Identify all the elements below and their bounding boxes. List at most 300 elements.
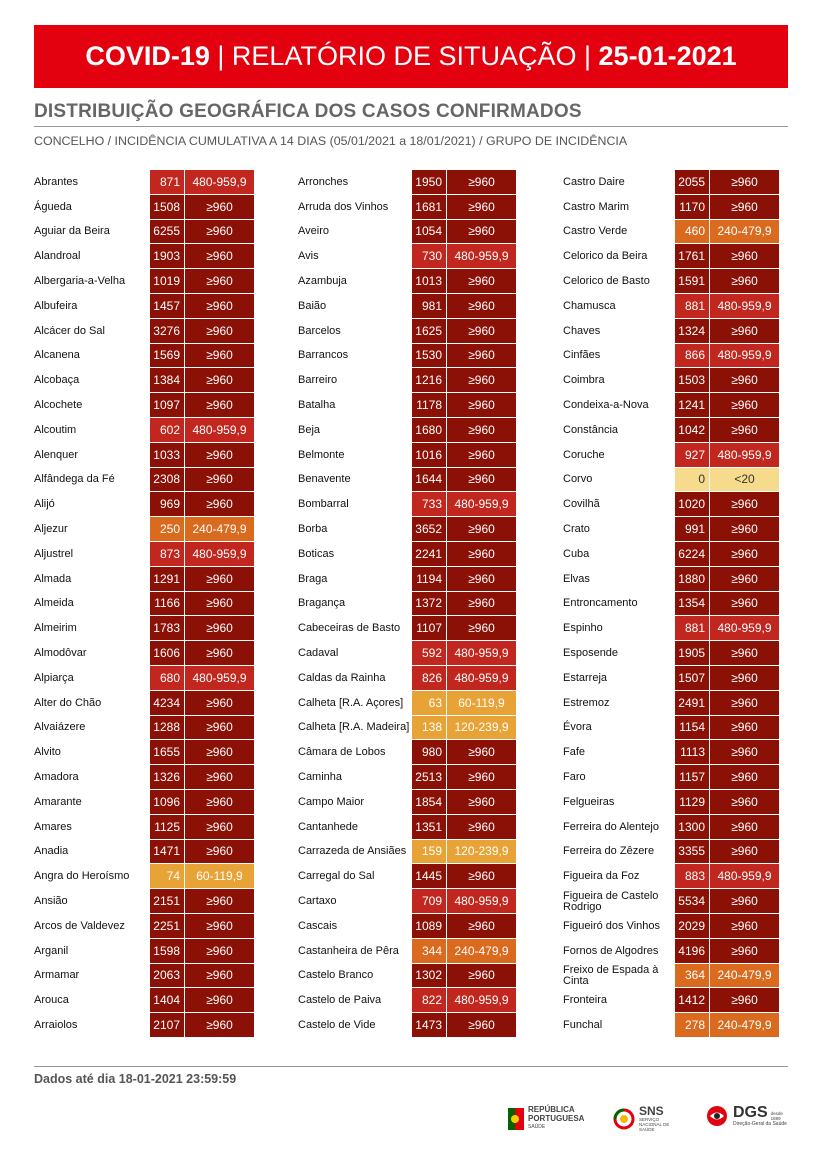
municipality-name: Barrancos	[298, 349, 349, 362]
incidence-group: 480-959,9	[185, 170, 254, 195]
incidence-group: ≥960	[710, 269, 779, 294]
municipality-row	[298, 418, 516, 443]
municipality-row	[34, 592, 254, 617]
incidence-value: 1013	[412, 269, 447, 294]
municipality-row	[298, 790, 516, 815]
incidence-group: 240-479,9	[710, 220, 779, 245]
incidence-value: 1880	[675, 567, 710, 592]
incidence-value: 2491	[675, 691, 710, 716]
municipality-row	[563, 319, 779, 344]
municipality-name: Caldas da Rainha	[298, 671, 386, 684]
municipality-name: Castelo Branco	[298, 969, 374, 982]
incidence-value: 1154	[675, 716, 710, 741]
municipality-row	[563, 368, 779, 393]
incidence-group: ≥960	[710, 368, 779, 393]
municipality-name: Arouca	[34, 994, 69, 1007]
municipality-row	[34, 616, 254, 641]
municipality-name: Covilhã	[563, 498, 600, 511]
incidence-value: 826	[412, 666, 447, 691]
municipality-name: Barreiro	[298, 374, 338, 387]
incidence-value: 1591	[675, 269, 710, 294]
municipality-name: Calheta [R.A. Açores]	[298, 696, 404, 709]
incidence-group: ≥960	[447, 592, 516, 617]
municipality-row	[298, 666, 516, 691]
incidence-group: ≥960	[447, 468, 516, 493]
municipality-row	[298, 492, 516, 517]
incidence-value: 460	[675, 220, 710, 245]
incidence-group: ≥960	[185, 765, 254, 790]
incidence-value: 2055	[675, 170, 710, 195]
incidence-group: ≥960	[185, 616, 254, 641]
incidence-group: 240-479,9	[710, 964, 779, 989]
municipality-row	[34, 641, 254, 666]
municipality-name: Alvaiázere	[34, 721, 86, 734]
municipality-row	[298, 517, 516, 542]
incidence-value: 1503	[675, 368, 710, 393]
municipality-row	[298, 616, 516, 641]
municipality-row	[298, 443, 516, 468]
republica-line-1: REPÚBLICA	[528, 1105, 575, 1114]
incidence-value: 278	[675, 1013, 710, 1038]
incidence-value: 1903	[150, 244, 185, 269]
municipality-row	[563, 468, 779, 493]
municipality-name: Aljezur	[34, 523, 68, 536]
incidence-group: ≥960	[185, 567, 254, 592]
municipality-row	[563, 244, 779, 269]
municipality-row	[298, 344, 516, 369]
municipality-row	[563, 517, 779, 542]
municipality-row	[34, 468, 254, 493]
incidence-group: ≥960	[447, 269, 516, 294]
municipality-row	[563, 542, 779, 567]
municipality-column-3	[563, 170, 779, 1038]
incidence-value: 871	[150, 170, 185, 195]
municipality-name: Albufeira	[34, 299, 78, 312]
municipality-name: Cascais	[298, 919, 338, 932]
incidence-value: 1412	[675, 988, 710, 1013]
municipality-name: Aguiar da Beira	[34, 225, 110, 238]
municipality-name: Avis	[298, 250, 319, 263]
municipality-name: Arruda dos Vinhos	[298, 200, 389, 213]
municipality-name: Arcos de Valdevez	[34, 919, 125, 932]
incidence-group: ≥960	[710, 592, 779, 617]
municipality-name: Calheta [R.A. Madeira]	[298, 721, 410, 734]
municipality-name: Almada	[34, 572, 72, 585]
incidence-value: 1096	[150, 790, 185, 815]
incidence-group: ≥960	[185, 939, 254, 964]
incidence-value: 2241	[412, 542, 447, 567]
municipality-name: Figueira da Foz	[563, 870, 640, 883]
municipality-name: Celorico da Beira	[563, 250, 648, 263]
municipality-row	[563, 840, 779, 865]
incidence-value: 1761	[675, 244, 710, 269]
dgs-sub: Direção-Geral da Saúde	[733, 1121, 787, 1127]
municipality-name: Évora	[563, 721, 592, 734]
incidence-group: ≥960	[710, 244, 779, 269]
incidence-value: 1194	[412, 567, 447, 592]
municipality-row	[563, 765, 779, 790]
incidence-value: 1166	[150, 592, 185, 617]
municipality-name: Batalha	[298, 399, 336, 412]
incidence-value: 1178	[412, 393, 447, 418]
incidence-group: ≥960	[710, 393, 779, 418]
incidence-value: 981	[412, 294, 447, 319]
municipality-name: Arganil	[34, 944, 69, 957]
municipality-name: Espinho	[563, 622, 603, 635]
incidence-group: 480-959,9	[185, 542, 254, 567]
incidence-group: ≥960	[185, 468, 254, 493]
incidence-group: ≥960	[447, 294, 516, 319]
incidence-value: 1216	[412, 368, 447, 393]
municipality-name: Chaves	[563, 324, 601, 337]
incidence-group: ≥960	[447, 790, 516, 815]
dgs-since: desde 1899	[770, 1111, 783, 1121]
incidence-value: 1598	[150, 939, 185, 964]
incidence-value: 1680	[412, 418, 447, 443]
incidence-group: ≥960	[447, 418, 516, 443]
incidence-value: 927	[675, 443, 710, 468]
incidence-group: ≥960	[185, 269, 254, 294]
municipality-row	[298, 914, 516, 939]
incidence-value: 1457	[150, 294, 185, 319]
incidence-group: ≥960	[447, 319, 516, 344]
incidence-group: ≥960	[710, 939, 779, 964]
municipality-row	[34, 939, 254, 964]
incidence-group: 240-479,9	[447, 939, 516, 964]
sns-emblem-icon	[613, 1108, 635, 1130]
municipality-row	[298, 815, 516, 840]
incidence-value: 1569	[150, 344, 185, 369]
municipality-row	[563, 269, 779, 294]
section-subtitle: DISTRIBUIÇÃO GEOGRÁFICA DOS CASOS CONFIRMADOS	[34, 101, 788, 127]
incidence-value: 159	[412, 840, 447, 865]
municipality-row	[34, 220, 254, 245]
municipality-name: Cadaval	[298, 647, 339, 660]
incidence-group: ≥960	[710, 195, 779, 220]
municipality-row	[298, 393, 516, 418]
municipality-name: Abrantes	[34, 175, 79, 188]
incidence-value: 1054	[412, 220, 447, 245]
municipality-row	[563, 889, 779, 914]
municipality-name: Alcanena	[34, 349, 80, 362]
incidence-value: 980	[412, 740, 447, 765]
dgs-emblem-icon	[706, 1105, 730, 1127]
table-caption: CONCELHO / INCIDÊNCIA CUMULATIVA A 14 DIAS (05/01/2021 a 18/01/2021) / GRUPO DE INCIDÊNCIA	[34, 134, 628, 148]
incidence-group: ≥960	[185, 220, 254, 245]
incidence-group: 480-959,9	[447, 641, 516, 666]
municipality-name: Alvito	[34, 746, 61, 759]
municipality-row	[34, 716, 254, 741]
incidence-group: ≥960	[185, 443, 254, 468]
incidence-group: ≥960	[447, 1013, 516, 1038]
municipality-column-1	[34, 170, 254, 1038]
municipality-row	[298, 740, 516, 765]
incidence-group: ≥960	[185, 790, 254, 815]
municipality-row	[298, 964, 516, 989]
municipality-name: Castelo de Vide	[298, 1018, 376, 1031]
municipality-row	[34, 1013, 254, 1038]
municipality-row	[298, 889, 516, 914]
incidence-group: ≥960	[710, 988, 779, 1013]
incidence-group: ≥960	[185, 740, 254, 765]
incidence-group: ≥960	[710, 740, 779, 765]
incidence-group: ≥960	[447, 517, 516, 542]
incidence-value: 1157	[675, 765, 710, 790]
incidence-value: 1291	[150, 567, 185, 592]
incidence-value: 709	[412, 889, 447, 914]
incidence-group: 480-959,9	[710, 443, 779, 468]
municipality-row	[563, 220, 779, 245]
incidence-value: 344	[412, 939, 447, 964]
incidence-value: 4234	[150, 691, 185, 716]
incidence-value: 592	[412, 641, 447, 666]
municipality-row	[298, 1013, 516, 1038]
incidence-group: ≥960	[185, 592, 254, 617]
municipality-name: Elvas	[563, 572, 590, 585]
municipality-column-2	[298, 170, 516, 1038]
municipality-name: Estremoz	[563, 696, 610, 709]
municipality-row	[298, 244, 516, 269]
municipality-row	[298, 765, 516, 790]
municipality-name: Caminha	[298, 771, 343, 784]
municipality-name: Castro Marim	[563, 200, 630, 213]
municipality-row	[563, 592, 779, 617]
municipality-name: Entroncamento	[563, 597, 638, 610]
incidence-group: 240-479,9	[185, 517, 254, 542]
incidence-group: ≥960	[447, 567, 516, 592]
incidence-value: 1854	[412, 790, 447, 815]
municipality-name: Alcochete	[34, 399, 83, 412]
municipality-name: Corvo	[563, 473, 593, 486]
incidence-value: 866	[675, 344, 710, 369]
banner-title-covid: COVID-19	[85, 41, 210, 71]
incidence-group: ≥960	[185, 716, 254, 741]
municipality-name: Castelo de Paiva	[298, 994, 382, 1007]
incidence-group: ≥960	[185, 691, 254, 716]
municipality-name: Albergaria-a-Velha	[34, 275, 126, 288]
incidence-value: 2063	[150, 964, 185, 989]
incidence-group: ≥960	[710, 418, 779, 443]
incidence-value: 1404	[150, 988, 185, 1013]
incidence-value: 1644	[412, 468, 447, 493]
municipality-row	[563, 691, 779, 716]
municipality-row	[563, 344, 779, 369]
municipality-name: Benavente	[298, 473, 351, 486]
municipality-name: Alcácer do Sal	[34, 324, 105, 337]
incidence-group: ≥960	[710, 889, 779, 914]
municipality-name: Fafe	[563, 746, 586, 759]
municipality-row	[563, 616, 779, 641]
municipality-name: Bombarral	[298, 498, 349, 511]
incidence-group: ≥960	[185, 344, 254, 369]
municipality-row	[34, 319, 254, 344]
municipality-row	[34, 740, 254, 765]
incidence-value: 873	[150, 542, 185, 567]
municipality-row	[563, 939, 779, 964]
municipality-row	[563, 716, 779, 741]
incidence-value: 1445	[412, 864, 447, 889]
municipality-name: Armamar	[34, 969, 80, 982]
municipality-name: Almodôvar	[34, 647, 87, 660]
incidence-group: ≥960	[447, 344, 516, 369]
incidence-group: ≥960	[185, 368, 254, 393]
municipality-row	[34, 864, 254, 889]
municipality-row	[34, 269, 254, 294]
incidence-value: 1107	[412, 616, 447, 641]
banner-date: 25-01-2021	[598, 41, 737, 71]
incidence-group: ≥960	[447, 740, 516, 765]
incidence-group: 240-479,9	[710, 1013, 779, 1038]
municipality-row	[34, 368, 254, 393]
incidence-value: 0	[675, 468, 710, 493]
report-banner	[34, 25, 788, 88]
incidence-value: 822	[412, 988, 447, 1013]
municipality-name: Cabeceiras de Basto	[298, 622, 401, 635]
municipality-name: Alijó	[34, 498, 55, 511]
republica-emblem-icon	[508, 1108, 524, 1130]
municipality-name: Arraiolos	[34, 1018, 78, 1031]
municipality-row	[563, 1013, 779, 1038]
municipality-name: Barcelos	[298, 324, 341, 337]
sns-sub: SERVIÇO NACIONAL DE SAÚDE	[639, 1117, 670, 1132]
incidence-value: 1302	[412, 964, 447, 989]
municipality-row	[563, 641, 779, 666]
municipality-row	[34, 195, 254, 220]
municipality-row	[34, 492, 254, 517]
dgs-label: DGS	[733, 1104, 768, 1121]
municipality-row	[34, 294, 254, 319]
incidence-group: ≥960	[447, 443, 516, 468]
incidence-group: ≥960	[710, 170, 779, 195]
incidence-group: 480-959,9	[447, 666, 516, 691]
municipality-name: Câmara de Lobos	[298, 746, 386, 759]
municipality-name: Almeirim	[34, 622, 77, 635]
incidence-group: ≥960	[710, 765, 779, 790]
municipality-name: Beja	[298, 423, 321, 436]
municipality-row	[298, 468, 516, 493]
incidence-value: 1372	[412, 592, 447, 617]
incidence-value: 2308	[150, 468, 185, 493]
municipality-row	[298, 716, 516, 741]
municipality-row	[34, 244, 254, 269]
municipality-row	[298, 195, 516, 220]
municipality-row	[34, 393, 254, 418]
municipality-row	[563, 790, 779, 815]
incidence-group: ≥960	[710, 790, 779, 815]
municipality-row	[298, 319, 516, 344]
municipality-name: Fronteira	[563, 994, 608, 1007]
incidence-group: ≥960	[710, 517, 779, 542]
municipality-name: Alcoutim	[34, 423, 77, 436]
municipality-row	[563, 492, 779, 517]
municipality-row	[34, 964, 254, 989]
incidence-group: 480-959,9	[185, 666, 254, 691]
incidence-value: 1042	[675, 418, 710, 443]
municipality-name: Felgueiras	[563, 795, 615, 808]
incidence-group: 60-119,9	[447, 691, 516, 716]
incidence-group: ≥960	[447, 815, 516, 840]
incidence-group: 120-239,9	[447, 840, 516, 865]
incidence-value: 5534	[675, 889, 710, 914]
dgs-logo	[706, 1105, 789, 1127]
municipality-row	[563, 443, 779, 468]
municipality-row	[298, 988, 516, 1013]
republica-sub: SAÚDE	[528, 1124, 546, 1130]
incidence-value: 881	[675, 294, 710, 319]
municipality-row	[563, 988, 779, 1013]
incidence-value: 138	[412, 716, 447, 741]
incidence-group: ≥960	[710, 492, 779, 517]
incidence-value: 1125	[150, 815, 185, 840]
municipality-name: Aljustrel	[34, 547, 74, 560]
municipality-name: Amadora	[34, 771, 79, 784]
municipality-name: Bragança	[298, 597, 346, 610]
incidence-group: ≥960	[447, 616, 516, 641]
municipality-row	[34, 666, 254, 691]
incidence-group: ≥960	[710, 641, 779, 666]
incidence-value: 250	[150, 517, 185, 542]
municipality-row	[298, 691, 516, 716]
incidence-group: ≥960	[185, 492, 254, 517]
incidence-value: 1097	[150, 393, 185, 418]
municipality-row	[563, 393, 779, 418]
incidence-group: ≥960	[710, 691, 779, 716]
municipality-row	[298, 864, 516, 889]
incidence-group: ≥960	[185, 889, 254, 914]
municipality-name: Cartaxo	[298, 895, 337, 907]
incidence-value: 1354	[675, 592, 710, 617]
incidence-value: 1655	[150, 740, 185, 765]
incidence-value: 1326	[150, 765, 185, 790]
municipality-row	[298, 542, 516, 567]
incidence-value: 1300	[675, 815, 710, 840]
municipality-row	[298, 641, 516, 666]
municipality-name: Castro Verde	[563, 225, 628, 238]
incidence-value: 991	[675, 517, 710, 542]
municipality-row	[563, 418, 779, 443]
incidence-group: ≥960	[185, 840, 254, 865]
banner-title-report: RELATÓRIO DE SITUAÇÃO	[231, 41, 577, 71]
incidence-value: 680	[150, 666, 185, 691]
municipality-name: Cuba	[563, 547, 590, 560]
municipality-row	[563, 170, 779, 195]
incidence-group: ≥960	[447, 542, 516, 567]
incidence-value: 2513	[412, 765, 447, 790]
incidence-group: ≥960	[185, 393, 254, 418]
municipality-name: Campo Maior	[298, 795, 365, 808]
incidence-group: 480-959,9	[447, 492, 516, 517]
municipality-row	[34, 988, 254, 1013]
incidence-value: 3355	[675, 840, 710, 865]
municipality-row	[563, 815, 779, 840]
incidence-value: 2107	[150, 1013, 185, 1038]
incidence-value: 1507	[675, 666, 710, 691]
banner-separator-1: |	[217, 41, 225, 71]
incidence-group: ≥960	[447, 368, 516, 393]
incidence-group: ≥960	[710, 567, 779, 592]
municipality-row	[563, 964, 779, 989]
incidence-value: 3652	[412, 517, 447, 542]
republica-portuguesa-logo	[508, 1105, 584, 1132]
incidence-group: ≥960	[185, 244, 254, 269]
incidence-group: ≥960	[185, 319, 254, 344]
incidence-group: 480-959,9	[185, 418, 254, 443]
incidence-value: 1089	[412, 914, 447, 939]
incidence-value: 1508	[150, 195, 185, 220]
municipality-row	[34, 914, 254, 939]
municipality-name: Figueiró dos Vinhos	[563, 919, 661, 932]
municipality-row	[298, 269, 516, 294]
